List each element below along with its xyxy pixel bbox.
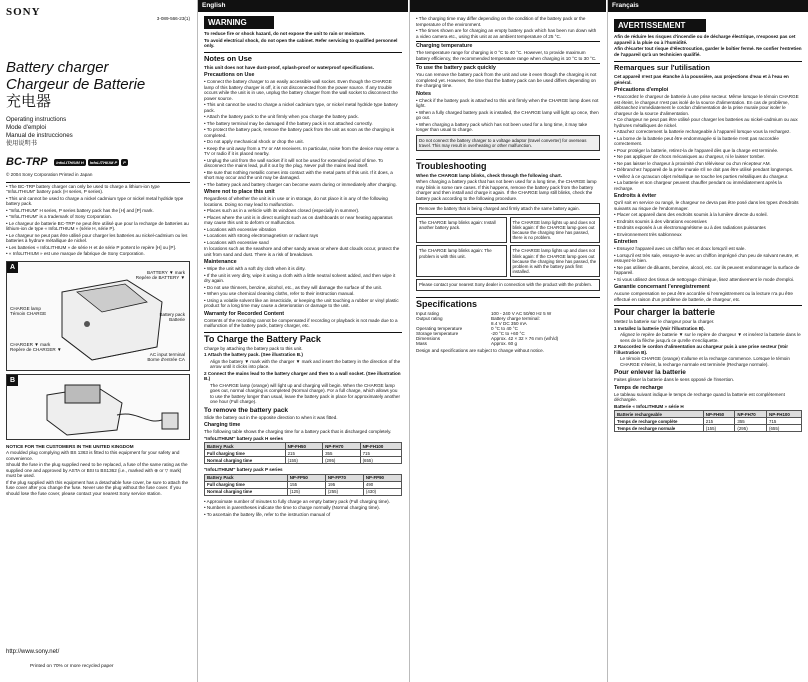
table-cell: 215 — [703, 418, 735, 425]
precaution-item: • This unit cannot be used to charge a nickel cadmium type, or nickel metal hydride type battery pack. — [204, 102, 398, 113]
label-ac-input-fr: Borne d'entrée CA — [147, 356, 185, 362]
remove-heading: To remove the battery pack — [204, 406, 289, 414]
table-row — [205, 450, 402, 457]
op-zh: 使用说明书 — [6, 140, 37, 147]
precaution-fr: • Débranchez l'appareil de la prise murale s'il ne doit pas être utilisé pendant longtemps. — [614, 167, 794, 172]
table-cell: NP-FH50 — [703, 411, 735, 418]
table-cell: (295) — [735, 425, 767, 432]
table-cell: Input rating — [416, 310, 439, 316]
entretien-item: • Si vous utilisez des tissus de nettoyage chimique, lisez attentivement le mode d'emploi. — [614, 276, 795, 282]
notes-heading: Notes — [416, 90, 431, 97]
charging-temp-heading: Charging temperature — [416, 41, 600, 49]
flow-lights-up: The CHARGE lamp lights up and does not blink again: If the CHARGE lamp goes out because the charging time has passed, there is no problem. — [510, 217, 601, 244]
table-cell: 8.4 V DC 350 mA — [491, 320, 527, 326]
table-cell: NP-FH70 — [323, 443, 360, 450]
remarques-heading: Remarques sur l'utilisation — [614, 61, 802, 72]
temps-table-h — [614, 410, 802, 432]
temps-text: Le tableau suivant indique le temps de recharge quand la batterie est complètement déchargée. — [614, 391, 785, 402]
precaution-item: • The battery pack and battery charger can become warm during or immediately after charging. — [204, 181, 397, 187]
precautions-fr-heading: Précautions d'emploi — [614, 87, 669, 93]
flow-start: Remove the battery that is being charged and firmly attach the same battery again. — [416, 203, 600, 214]
entretien-item: • Essuyez l'appareil avec un chiffon sec et doux lorsqu'il est sale. — [614, 246, 746, 251]
table-cell: NP-FH70 — [735, 411, 767, 418]
time-note: • The times shown are for charging an empty battery pack which has been run down with a video camera etc., using this unit at an ambient temperature of 25 °C. — [416, 28, 597, 39]
cover-note: • "InfoLITHIUM" H series, P series battery pack has the [H] and [P] mark. — [6, 207, 154, 213]
entretien-heading: Entretien — [614, 239, 638, 245]
charging-time-heading: Charging time — [204, 422, 241, 428]
maintenance-heading: Maintenance — [204, 259, 237, 265]
cover-note: • The BC-TRP battery charger can only be used to charge a lithium-ion type "InfoLITHIUM" battery pack (H series, P series). — [6, 183, 160, 194]
step-1-fr: 1 Installez la batterie (Voir l'illustration B). — [614, 325, 705, 331]
maintenance-item: • Do not use thinners, benzine, alcohol, etc., as they will damage the surface of the unit. — [204, 284, 383, 290]
title-fr: Chargeur de Batterie — [6, 76, 146, 93]
table-cell: 155 — [287, 481, 325, 488]
precaution-fr: • Raccordez le chargeur de batterie à une prise secteur. Même lorsque le témoin CHARGE est éteint, le chargeur n'est pas isolé de la source d'alimentation. En cas de problème, débranchez immédiatement le cordon d'alimentation de la prise murale pour isoler le chargeur de la source d'alimentation. — [614, 94, 799, 116]
label-charge-lamp-fr: Témoin CHARGE — [10, 310, 47, 316]
entretien-item: • Ne pas utiliser de diluants, benzine, alcool, etc. car ils peuvent endommager la surface de l'appareil. — [614, 264, 800, 275]
where-text: Regardless of whether the unit is in use or in storage, do not place it in any of the following locations. Doing so may lead to malfunction. — [204, 196, 388, 207]
table-row — [205, 457, 402, 464]
table-cell: (255) — [325, 488, 363, 495]
remarques-sub: Cet appareil n'est pas étanche à la poussière, aux projections d'eau et à l'eau en général. — [614, 74, 789, 85]
model-number: BC-TRP — [6, 156, 48, 168]
cover-note: • « InfoLITHIUM » est une marque de fabrique de Sony Corporation. — [6, 251, 145, 256]
warning-text: To avoid electrical shock, do not open the cabinet. Refer servicing to qualified personnel only. — [204, 37, 398, 48]
model-row — [6, 156, 190, 168]
label-charger-mark: CHARGER ▼ mark — [10, 341, 51, 347]
copyright: © 2004 Sony Corporation Printed in Japan — [6, 172, 93, 177]
label-battery-mark: BATTERY ▼ mark — [147, 269, 185, 275]
charge-intro: Charge by attaching the battery pack to this unit. — [204, 345, 303, 351]
recycled-paper-note: Printed on 70% or more recycled paper — [30, 664, 114, 669]
avertissement-title: AVERTISSEMENT — [614, 19, 706, 32]
step-2: 2 Connect the mains lead to the battery charger and then to a wall socket. (See illustration B.) — [204, 370, 401, 381]
table-cell: Battery charge terminal: — [491, 315, 540, 321]
warning-title: WARNING — [204, 16, 274, 29]
troubleshooting-sub: When the CHARGE lamp blinks, check through the following chart. — [416, 172, 562, 178]
endroits-heading: Endroits à éviter — [614, 193, 657, 199]
note-item: • Check if the battery pack is attached to this unit firmly when the CHARGE lamp does not light. — [416, 97, 599, 108]
cover-note: • Le chargeur ne peut pas être utilisé pour charger les batteries au nickel-cadmium ou les batteries à hydrure métallique de nickel. — [6, 232, 188, 243]
warning-text: To reduce fire or shock hazard, do not expose the unit to rain or moisture. — [204, 31, 366, 36]
table-cell: (655) — [767, 425, 802, 432]
cover-notes — [6, 182, 190, 257]
quick-use-heading: To use the battery pack quickly — [416, 63, 600, 71]
table-row — [205, 481, 402, 488]
table-cell: Battery Pack — [205, 443, 286, 450]
notes-on-use-sub: This unit does not have dust-proof, splash-proof or waterproof specifications. — [204, 64, 374, 70]
table-row — [416, 341, 600, 346]
table-cell: Approx. 42 × 32 × 76 mm (w/h/d) — [491, 335, 559, 341]
endroits-item: • Endroits exposés à un électromagnétisme ou à des radiations puissantes — [614, 225, 766, 230]
where-heading: Where not to place this unit — [204, 189, 275, 195]
avertissement-text: Afin d'écarter tout risque d'électrocution, garder le boîtier fermé. Ne confier l'entretien de l'appareil qu'à un technicien qualifié. — [614, 46, 802, 57]
maintenance-item: • If the unit is very dirty, wipe it using a cloth with a little neutral solvent added, and then wipe it dry again. — [204, 272, 396, 283]
table-cell: (155) — [285, 457, 322, 464]
table-cell: -20 °C to +60 °C — [491, 330, 525, 336]
table-row — [615, 418, 802, 425]
language-header-en: English — [198, 0, 408, 12]
table-row — [205, 443, 402, 450]
table-cell: Operating temperature — [416, 325, 463, 331]
table-cell: 715 — [767, 418, 802, 425]
illustration-a — [6, 261, 190, 371]
label-battery-mark-fr: Repère de BATTERY ▼ — [135, 274, 185, 280]
table-cell: Storage temperature — [416, 330, 459, 336]
table-cell: NP-FP70 — [325, 474, 363, 481]
troubleshooting-text: When charging a battery pack that has not been used for a long time, the CHARGE lamp may blink in some rare cases. If this happens, remove the battery pack from the battery charger and then install and charge it again. If the CHARGE lamp still blinks, check the battery pack according to the following procedure. — [416, 179, 597, 201]
table-cell: 355 — [323, 450, 360, 457]
figure-label-b: B — [7, 375, 18, 386]
table-cell: 355 — [735, 418, 767, 425]
precaution-item: • Do not apply mechanical shock or drop the unit. — [204, 139, 304, 144]
table-cell: NP-FP90 — [363, 474, 401, 481]
spec-note: Design and specifications are subject to change without notice. — [416, 347, 544, 353]
table-cell: (655) — [360, 457, 401, 464]
table-cell: Normal charging time — [205, 488, 288, 495]
step-2-fr-text: Le témoin CHARGE (orange) s'allume et la recharge commence. Lorsque le témoin CHARGE s'éteint, la recharge normale est terminée (Recharge normale). — [620, 356, 790, 367]
table-row — [205, 474, 402, 481]
table-cell: (430) — [363, 488, 401, 495]
table-cell: 0 °C to 40 °C — [491, 325, 518, 331]
operating-languages — [6, 116, 190, 148]
charger-heading: Pour charger la batterie — [614, 305, 802, 317]
table-cell: Approx. 60 g — [491, 340, 518, 346]
language-header-fr: Français — [608, 0, 808, 12]
charging-time-text: The following table shows the charging time for a battery pack that is discharged completely. — [204, 429, 392, 434]
op-en: Operating instructions — [6, 116, 67, 123]
table-cell: Mass — [416, 340, 427, 346]
precautions-heading: Precautions on Use — [204, 72, 255, 78]
step-1-fr-text: Alignez le repère de batterie ▼ sur le repère de chargeur ▼ et insérez la batterie dans le sens de la flèche jusqu'à ce qu'elle s'encliquette. — [620, 332, 801, 343]
cover-note: • Le chargeur de batterie BC-TRP ne peut être utilisé que pour la recharge de batteries au lithium-ion de type « InfoLITHIUM » (série H, série P). — [6, 220, 189, 231]
label-ac-input: AC input terminal — [149, 351, 185, 357]
charging-drawing — [7, 375, 191, 441]
where-item: • Locations with strong electromagnetism or radiant rays — [204, 233, 319, 238]
time-note: • Approximate number of minutes to fully charge an empty battery pack (Full charging time). — [204, 498, 390, 504]
table-cell: (155) — [703, 425, 735, 432]
precaution-fr: • Attachez correctement la batterie rechargeable à l'appareil lorsque vous la rechargez. — [614, 129, 791, 134]
where-item: • Places such as in a vehicle with its windows closed (especially in summer). — [204, 208, 360, 213]
table-cell: Temps de recharge complète — [615, 418, 704, 425]
step-2-text: The CHARGE lamp (orange) will light up and charging will begin. When the CHARGE lamp goes out, normal charging is completed (Normal charge). For a full charge, which allows you to use the battery longer than usual, leave the battery pack in place for approximately another one hour (Full charge). — [210, 382, 400, 404]
table-cell: NP-FH100 — [767, 411, 802, 418]
time-note: • Numbers in parentheses indicate the time to charge normally (Normal charging time). — [204, 505, 380, 510]
maintenance-item: • Wipe the unit with a soft dry cloth when it is dirty. — [204, 266, 306, 271]
precaution-item: • Keep the unit away from a TV or AM receivers. In particular, noise from the device may enter a TV or radio if it is placed nearby. — [204, 145, 399, 156]
flow-unit-problem: The CHARGE lamp blinks again: The problem is with this unit. — [416, 245, 507, 277]
label-battery-pack: Battery pack — [159, 311, 185, 317]
troubleshooting-heading: Troubleshooting — [416, 159, 600, 171]
table-cell: (295) — [323, 457, 360, 464]
avertissement-text: Afin de réduire les risques d'incendie ou de décharge électrique, n'exposez pas cet appareil à la pluie ou à l'humidité. — [614, 34, 796, 45]
charging-time-table-h — [204, 442, 402, 464]
table-cell: 100 - 240 V AC 50/60 Hz 5 W — [491, 310, 552, 316]
table-cell: Full charging time — [205, 481, 288, 488]
warranty-heading: Warranty for Recorded Content — [204, 310, 285, 317]
warranty-text: Contents of the recording cannot be compensated if recording or playback is not made due to a malfunction of the battery pack, battery charger, etc. — [204, 317, 398, 328]
precaution-item: • The battery terminal may be damaged if the battery pack is not attached correctly. — [204, 120, 373, 126]
specifications-heading: Specifications — [416, 297, 600, 309]
where-item: • Locations with excessive vibration — [204, 226, 277, 232]
french-column — [608, 0, 808, 682]
infolithium-p-badge: InfoLITHIUM P — [89, 159, 118, 165]
step-1-text: Align the battery ▼ mark with the charger ▼ mark and insert the battery in the direction of the arrow until it clicks into place. — [210, 358, 401, 369]
flow-blinks-again: The CHARGE lamp blinks again: Install another battery pack. — [416, 217, 507, 244]
maintenance-item: • Using a volatile solvent like an insecticide, or keeping the unit touching a rubber or vinyl plastic product for a long time may cause a deterioration or damage to the unit. — [204, 297, 399, 308]
table-cell: Batterie rechargeable — [615, 411, 704, 418]
p-badge: P — [123, 159, 126, 165]
endroits-item: • Placer cet appareil dans des endroits soumis à la lumière directe du soleil. — [614, 212, 768, 217]
table-cell: NP-FH50 — [285, 443, 322, 450]
quick-use-text: You can remove the battery pack from the unit and use it even though the charging is not completed yet. However, the time that the battery pack can be used differs depending on the charging time. — [416, 72, 597, 88]
infolithium-h-badge: InfoLITHIUM H — [56, 159, 84, 165]
precaution-fr: • La batterie et son chargeur peuvent chauffer pendant ou immédiatement après la recharge. — [614, 180, 782, 191]
illustration-b — [6, 374, 190, 440]
remove-text: Slide the battery out in the opposite direction to when it was fitted. — [204, 414, 338, 420]
cover-note: • This unit cannot be used to charge a nickel cadmium type or nickel metal hydride type battery pack. — [6, 195, 184, 206]
enlever-heading: Pour enlever la batterie — [614, 369, 686, 376]
table-cell: 490 — [363, 481, 401, 488]
sony-url[interactable]: http://www.sony.net/ — [6, 649, 60, 655]
step-2-fr: 2 Raccordez le cordon d'alimentation au chargeur puis à une prise secteur (Voir l'illustration B). — [614, 344, 789, 355]
note-item: • When charging a battery pack which has not been used for a long time, it may take longer than usual to charge. — [416, 121, 588, 132]
table-cell: NP-FH100 — [360, 443, 401, 450]
op-fr: Mode d'emploi — [6, 124, 47, 131]
label-battery-pack-fr: Batterie — [169, 316, 185, 322]
voltage-adaptor-warning: Do not connect the battery charger to a voltage adaptor (travel converter) for overseas travel. This may result in overheating or other malfunction. — [416, 135, 600, 151]
precaution-item: • Unplug the unit from the wall socket if it will not be used for extended period of time. To disconnect the mains lead, pull it out by the plug. Never pull the mains lead itself. — [204, 157, 383, 168]
table-p-title: "InfoLITHIUM" battery pack P series — [204, 467, 283, 472]
table-cell: Normal charging time — [205, 457, 286, 464]
table-row — [615, 425, 802, 432]
precaution-item: • To protect the battery pack, remove the battery pack from the unit as soon as the charging is completed. — [204, 127, 395, 138]
precaution-fr: • Ne pas appliquer de chocs mécaniques au chargeur, ni le laisser tomber. — [614, 154, 765, 159]
table-cell: Dimensions — [416, 335, 440, 341]
precaution-item: • Connect the battery charger to an easily accessible wall socket. Even though the CHARGE lamp of this battery charger is off, it is not disconnected from the power source. If any trouble occurs while the unit is in use, unplug the battery charger from the wall socket to disconnect the power source. — [204, 79, 398, 101]
temps-heading: Temps de recharge — [614, 384, 664, 391]
label-charger-mark-fr: Repère de CHARGER ▼ — [10, 346, 62, 352]
time-note: • To ascertain the battery life, refer to the instruction manual of — [204, 511, 331, 517]
note-item: • When a fully charged battery pack is installed, the CHARGE lamp will light up once, then go out. — [416, 109, 599, 120]
cover-note: • "InfoLITHIUM" is a trademark of Sony Corporation. — [6, 214, 112, 219]
where-item: In locations such as the seashore and other sandy areas or where dust clouds occur, protect the unit from sand and dust. There is a risk of breakdown. — [204, 246, 400, 257]
precaution-item: • Attach the battery pack to the unit firmly when you charge the battery pack. — [204, 114, 359, 119]
table-row — [615, 411, 802, 418]
precaution-fr: • Pour protéger la batterie, retirez-la de l'appareil dès que la charge est terminée. — [614, 147, 779, 153]
endroits-item: • Endroits soumis à des vibrations excessives — [614, 218, 707, 224]
precaution-item: • Be sure that nothing metallic comes into contact with the metal parts of this unit. If it does, a short may occur and the unit may be damaged. — [204, 169, 393, 180]
table-row — [205, 488, 402, 495]
op-es: Manual de instrucciones — [6, 132, 73, 139]
table-cell: Output rating — [416, 315, 443, 321]
precaution-fr: • Veillez à ce qu'aucun objet métallique ne touche les parties métalliques du chargeur. — [614, 173, 789, 179]
step-1: 1 Attach the battery pack. (See illustration B.) — [204, 352, 303, 357]
table-cell: 715 — [360, 450, 401, 457]
flow-battery-problem: The CHARGE lamp lights up and does not blink again: If the CHARGE lamp goes out because the charging time has passed, the problem is with the battery pack first installed. — [510, 245, 601, 277]
title-en: Battery charger — [6, 59, 109, 76]
table-cell: NP-FP50 — [287, 474, 325, 481]
doc-number: 3-089-566-23(1) — [156, 16, 190, 21]
table-cell: 195 — [325, 481, 363, 488]
label-charge-lamp: CHARGE lamp — [10, 305, 41, 311]
table-cell: 215 — [285, 450, 322, 457]
maintenance-item: • When you use chemical cleaning cloths, refer to their instruction manual. — [204, 291, 355, 296]
uk-notice-text: If the plug supplied with this equipment has a detachable fuse cover, be sure to attach the fuse cover after you change the fuse. Never use the plug without the fuse cover. If you should lose the fuse cover, please contact your nearest Sony service station. — [6, 479, 189, 496]
figure-label-a: A — [7, 262, 18, 273]
charging-time-table-p — [204, 474, 402, 496]
brand-logo: SONY — [6, 6, 41, 18]
cover-column — [0, 0, 196, 682]
charging-temp-text: The temperature range for charging is 0 °C to 40 °C. However, to provide maximum battery efficiency, the recommended temperature range when charging is 10 °C to 30 °C. — [416, 50, 597, 61]
precaution-fr: • Ce chargeur ne peut pas être utilisé pour charger les batteries au nickel-cadmium ou aux hydrures métalliques de nickel. — [614, 117, 798, 128]
table-cell: Temps de recharge normale — [615, 425, 704, 432]
spec-table — [416, 311, 600, 346]
notes-on-use-heading: Notes on Use — [204, 52, 402, 63]
where-item: • Places where the unit is in direct sunlight such as on dashboards or near heating apparatus may cause this unit to deform or malfunction. — [204, 214, 393, 225]
precaution-fr: • Ne pas laisser le chargeur à proximité d'un téléviseur ou d'un récepteur AM. — [614, 160, 771, 166]
uk-notice-text: A moulded plug complying with BS 1363 is fitted to this equipment for your safety and convenience. — [6, 450, 180, 461]
table-cell: Full charging time — [205, 450, 286, 457]
uk-notice-text: Should the fuse in the plug supplied need to be replaced, a fuse of the same rating as the supplied one and approved by ASTA or BSI to BS1362 (i.e., marked with ⊕ or ▽ mark) must be used. — [6, 462, 188, 478]
charger-intro: Mettez la batterie sur le chargeur pour la charger. — [614, 319, 715, 324]
english-column-2 — [410, 0, 606, 682]
table-h-title: "InfoLITHIUM" battery pack H series — [204, 435, 283, 441]
precaution-fr: • La borne de la batterie peut être endommagée si la batterie n'est pas raccordée correctement. — [614, 135, 779, 146]
where-item: • Locations with excessive sand — [204, 239, 269, 245]
title-zh: 充电器 — [6, 93, 52, 110]
enlever-text: Faites glisser la batterie dans le sens opposé de l'insertion. — [614, 377, 735, 382]
endroits-item: • Environnement très sablonneux — [614, 231, 682, 237]
english-column — [198, 0, 408, 682]
garantie-heading: Garantie concernant l'enregistrement — [614, 284, 710, 290]
uk-notice-title: NOTICE FOR THE CUSTOMERS IN THE UNITED KINGDOM — [6, 443, 134, 449]
entretien-item: • Lorsqu'il est très sale, essuyez-le avec un chiffon imprégné d'un peu de solvant neutre, et essuyez-le bien. — [614, 252, 799, 263]
table-h-fr-title: Batterie « InfoLITHIUM » série H — [614, 403, 684, 409]
flow-contact-dealer: Please contact your nearest Sony dealer in connection with the product with the problem. — [416, 279, 600, 290]
table-cell: (125) — [287, 488, 325, 495]
endroits-item: Qu'il soit en service ou rangé, le chargeur ne devra pas être posé dans les types d'endroits suivants au risque de l'endommager. — [614, 200, 799, 211]
cover-note: • Les batteries « InfoLITHIUM » de série H et de série P portent le repère [H] ou [P]. — [6, 244, 177, 250]
charge-heading: To Charge the Battery Pack — [204, 332, 402, 344]
table-cell: Battery Pack — [205, 474, 288, 481]
garantie-text: Aucune compensation ne peut être accordée si l'enregistrement ou la lecture n'a pu être effectué en raison d'un problème de batterie, de chargeur, etc. — [614, 291, 793, 302]
time-note: • The charging time may differ depending on the condition of the battery pack or the temperature of the environment. — [416, 16, 586, 27]
